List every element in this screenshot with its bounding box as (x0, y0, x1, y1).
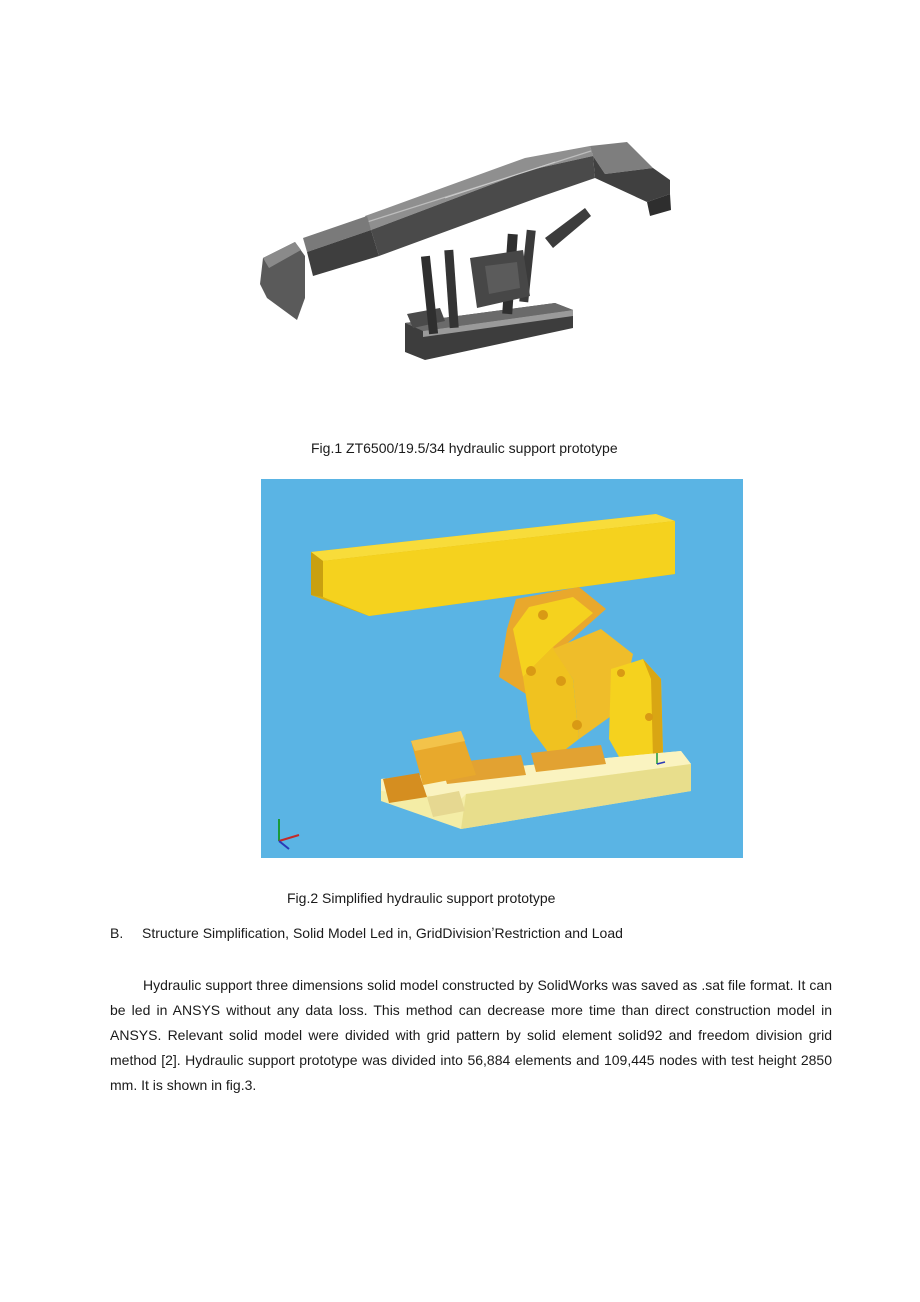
figure-2-image (261, 479, 743, 858)
section-number: B. (110, 925, 124, 941)
figure-2-caption: Fig.2 Simplified hydraulic support prototype (287, 890, 556, 906)
figure-1-image (255, 138, 675, 370)
section-title: Structure Simplification, Solid Model Led in, GridDivisionʼRestriction and Load (142, 925, 623, 941)
body-paragraph: Hydraulic support three dimensions solid model constructed by SolidWorks was saved as .sat file format. It can be led in ANSYS without any data loss. This method can decrease more time than direct construction model in ANSYS. Relevant solid model were divided with grid pattern by solid element solid92 and freedom division grid method [2]. Hydraulic support prototype was divided into 56,884 elements and 109,445 nodes with test height 2850 mm. It is shown in fig.3. (110, 977, 832, 1093)
figure-1-caption: Fig.1 ZT6500/19.5/34 hydraulic support prototype (311, 440, 618, 456)
section-heading (110, 924, 623, 942)
